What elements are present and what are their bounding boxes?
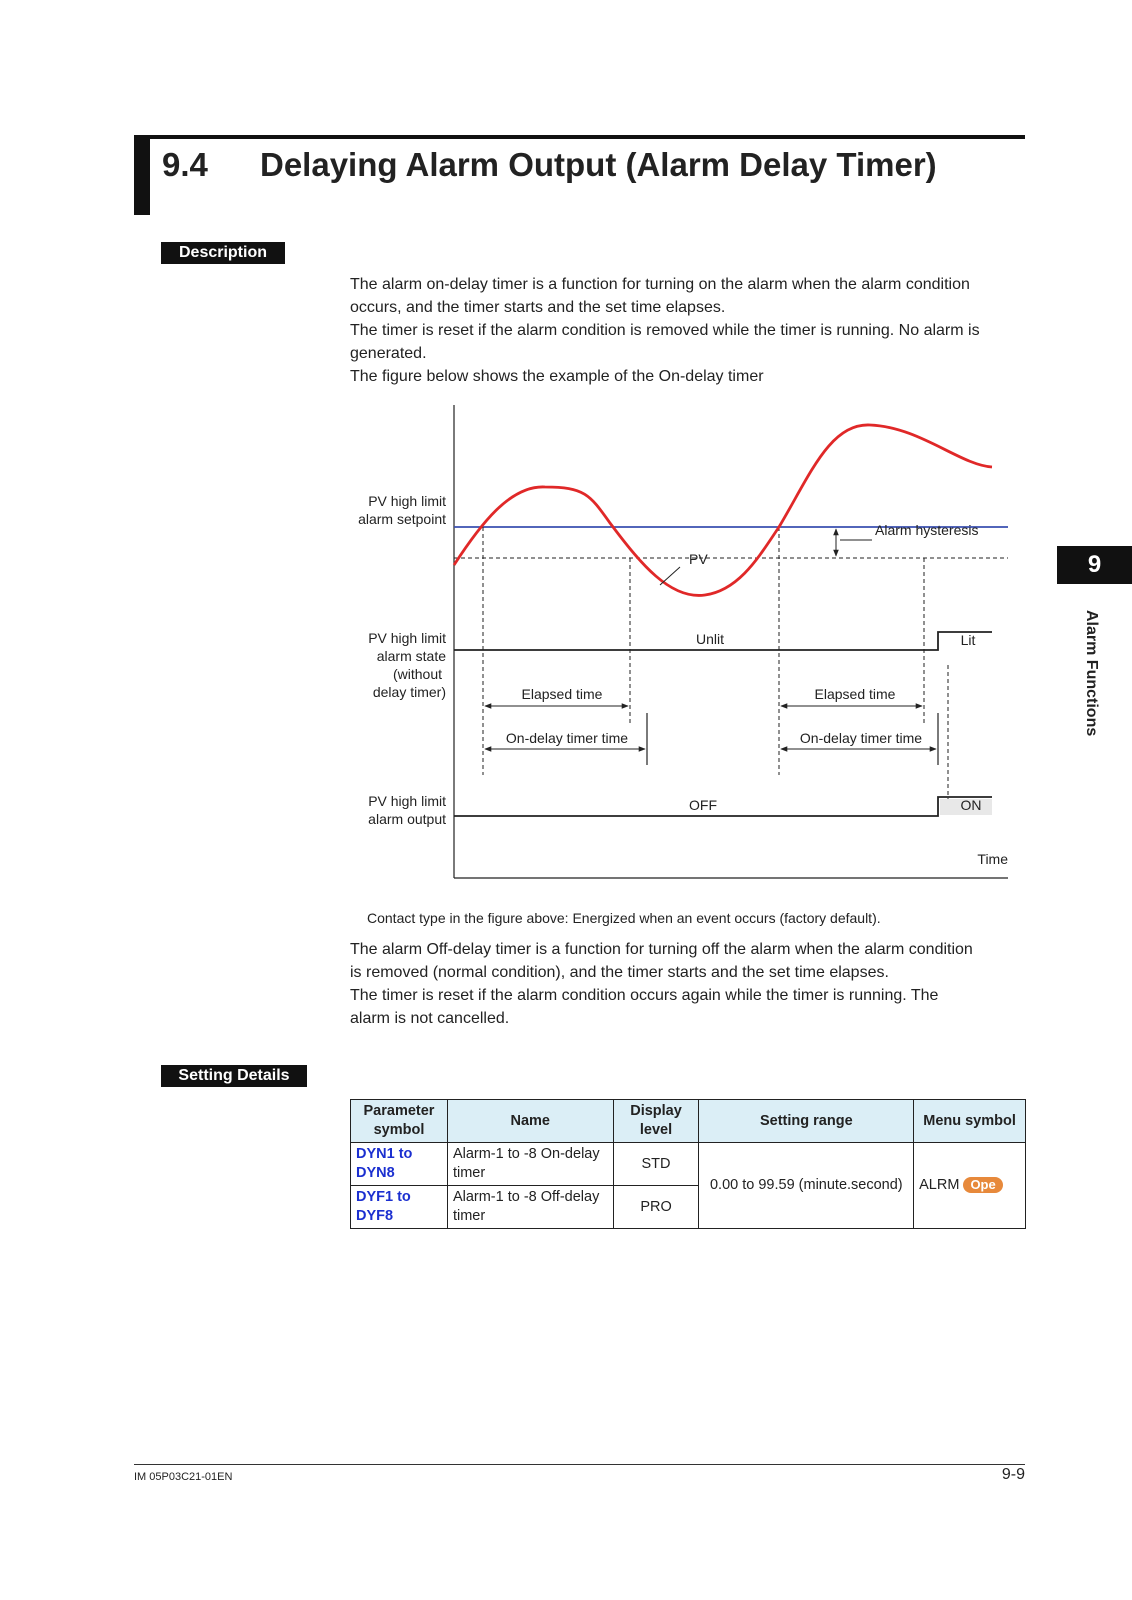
setpoint-label-line2: alarm setpoint xyxy=(358,511,446,527)
state-label-line4: delay timer) xyxy=(372,684,446,700)
state-label-line2: alarm state xyxy=(376,648,446,664)
table-header-row xyxy=(351,1100,1026,1143)
description-text xyxy=(350,273,1030,388)
output-label-line1: PV high limit xyxy=(368,793,446,809)
state-label-line1: PV high limit xyxy=(368,630,446,646)
ondelay-label-2: On-delay timer time xyxy=(799,730,923,746)
off-label: OFF xyxy=(689,797,717,813)
footer-rule xyxy=(134,1464,1025,1465)
description-line: The figure below shows the example of the On-delay timer xyxy=(350,368,764,385)
description-label: Description xyxy=(161,242,285,264)
setting-details-label: Setting Details xyxy=(161,1065,307,1087)
section-side-bar xyxy=(134,135,150,215)
table-row xyxy=(351,1143,1026,1186)
unlit-label: Unlit xyxy=(695,631,725,647)
lit-label: Lit xyxy=(960,632,976,648)
param-symbol: DYF1 to DYF8 xyxy=(351,1186,448,1229)
chapter-tab-label: Alarm Functions xyxy=(1083,610,1100,737)
footer-doc-id: IM 05P03C21-01EN xyxy=(134,1471,233,1483)
alarm-output-line xyxy=(454,797,992,816)
setting-range: 0.00 to 99.59 (minute.second) xyxy=(699,1143,914,1229)
top-rule xyxy=(134,135,1025,139)
output-label-line2: alarm output xyxy=(368,811,446,827)
figure-caption: Contact type in the figure above: Energized when an event occurs (factory default). xyxy=(367,910,881,926)
description-line: generated. xyxy=(350,345,427,362)
elapsed-label-1: Elapsed time xyxy=(521,686,603,702)
pv-curve xyxy=(454,425,992,596)
elapsed-label-2: Elapsed time xyxy=(814,686,896,702)
section-title: Delaying Alarm Output (Alarm Delay Timer) xyxy=(260,146,937,183)
param-name: Alarm-1 to -8 Off-delay timer xyxy=(447,1186,613,1229)
off-delay-line: alarm is not cancelled. xyxy=(350,1010,510,1027)
display-level: PRO xyxy=(613,1186,699,1229)
chapter-tab-number: 9 xyxy=(1057,546,1132,584)
header-menu: Menu symbol xyxy=(914,1100,1026,1143)
header-name: Name xyxy=(447,1100,613,1143)
settings-table xyxy=(350,1099,1026,1229)
on-label: ON xyxy=(960,797,982,813)
description-line: The alarm on-delay timer is a function for turning on the alarm when the alarm condition xyxy=(350,276,970,293)
param-name: Alarm-1 to -8 On-delay timer xyxy=(447,1143,613,1186)
ope-badge: Ope xyxy=(963,1177,1002,1193)
display-level: STD xyxy=(613,1143,699,1186)
time-label: Time xyxy=(977,851,1008,867)
section-number: 9.4 xyxy=(162,146,208,183)
description-line: The timer is reset if the alarm condition is removed while the timer is running. No alarm is xyxy=(350,322,980,339)
on-delay-timer-diagram xyxy=(340,395,1020,890)
off-delay-line: is removed (normal condition), and the timer starts and the set time elapses. xyxy=(350,964,889,981)
menu-symbol: ALRM Ope xyxy=(914,1143,1026,1229)
description-line: occurs, and the timer starts and the set time elapses. xyxy=(350,299,726,316)
footer-page-number: 9-9 xyxy=(1001,1466,1025,1483)
header-range: Setting range xyxy=(699,1100,914,1143)
off-delay-text xyxy=(350,938,1030,1030)
state-label-line3: (without xyxy=(392,666,442,682)
pv-leader xyxy=(660,567,680,585)
header-level: Display level xyxy=(613,1100,699,1143)
pv-label: PV xyxy=(689,551,708,567)
hysteresis-label: Alarm hysteresis xyxy=(875,522,979,538)
setpoint-label-line1: PV high limit xyxy=(368,493,446,509)
param-symbol: DYN1 to DYN8 xyxy=(351,1143,448,1186)
off-delay-line: The timer is reset if the alarm condition occurs again while the timer is running. The xyxy=(350,987,939,1004)
ondelay-label-1: On-delay timer time xyxy=(505,730,629,746)
off-delay-line: The alarm Off-delay timer is a function for turning off the alarm when the alarm condition xyxy=(350,941,973,958)
header-parameter: Parameter symbol xyxy=(351,1100,448,1143)
